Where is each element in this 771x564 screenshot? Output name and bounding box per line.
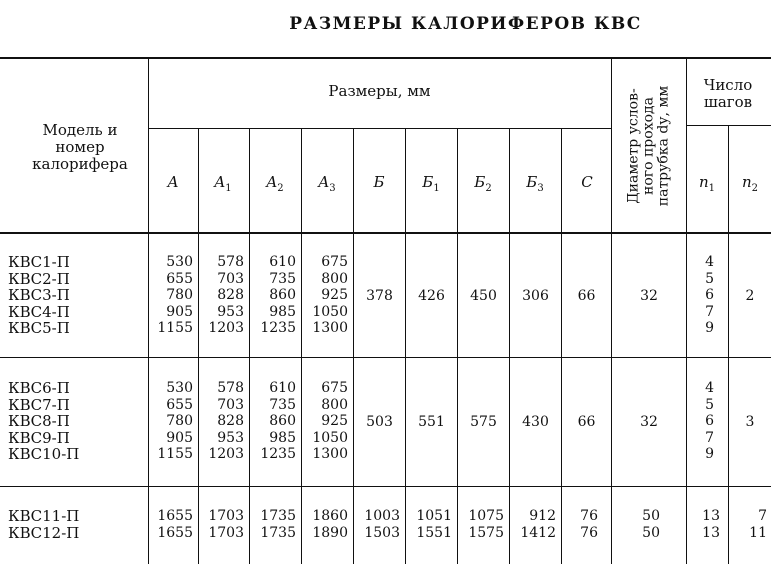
group3-a1: 1703 1703 bbox=[208, 508, 244, 541]
group1-models: КВС1-П КВС2-П КВС3-П КВС4-П КВС5-П bbox=[8, 253, 70, 337]
group2-b2: 575 bbox=[470, 414, 497, 430]
group1-a1: 578 703 828 953 1203 bbox=[208, 254, 244, 336]
col-header-b2: $Б_2$ bbox=[474, 173, 492, 194]
col-header-a1: $A_1$ bbox=[214, 173, 232, 194]
group2-a: 530 655 780 905 1155 bbox=[157, 380, 193, 462]
group3-b: 1003 1503 bbox=[364, 508, 400, 541]
col-rule bbox=[561, 129, 562, 564]
group3-a2: 1735 1735 bbox=[260, 508, 296, 541]
group1-bottom-rule bbox=[0, 357, 771, 358]
group2-models: КВС6-П КВС7-П КВС8-П КВС9-П КВС10-П bbox=[8, 379, 80, 463]
group1-b3: 306 bbox=[522, 288, 549, 304]
group3-c: 76 76 bbox=[580, 508, 598, 541]
col-header-n1: $n_1$ bbox=[698, 173, 716, 194]
group2-b3: 430 bbox=[522, 414, 549, 430]
group3-b2: 1075 1575 bbox=[468, 508, 504, 541]
model-header: Модель и номер калорифера bbox=[32, 121, 128, 173]
group3-b3: 912 1412 bbox=[520, 508, 556, 541]
col-rule bbox=[509, 129, 510, 564]
group2-n1: 4 5 6 7 9 bbox=[705, 380, 714, 462]
col-rule bbox=[457, 129, 458, 564]
top-rule bbox=[0, 57, 771, 59]
group1-c: 66 bbox=[577, 288, 596, 304]
group2-n2: 3 bbox=[745, 414, 755, 430]
group1-a3: 675 800 925 1050 1300 bbox=[312, 254, 348, 336]
col-rule bbox=[198, 129, 199, 564]
col-header-a3: $A_3$ bbox=[318, 173, 336, 194]
page-title: РАЗМЕРЫ КАЛОРИФЕРОВ КВС bbox=[289, 14, 642, 34]
col-rule bbox=[353, 129, 354, 564]
header-bottom-rule bbox=[0, 232, 771, 234]
sizes-header: Размеры, мм bbox=[328, 82, 431, 100]
group2-c: 66 bbox=[577, 414, 596, 430]
group1-a2: 610 735 860 985 1235 bbox=[260, 254, 296, 336]
col-rule bbox=[249, 129, 250, 564]
group3-d: 50 50 bbox=[642, 508, 660, 541]
col-rule bbox=[405, 129, 406, 564]
group2-bottom-rule bbox=[0, 486, 771, 487]
sizes-underline bbox=[148, 128, 611, 129]
group1-n1: 4 5 6 7 9 bbox=[705, 254, 714, 336]
col-rule bbox=[148, 59, 149, 564]
group3-a: 1655 1655 bbox=[157, 508, 193, 541]
group2-d: 32 bbox=[640, 414, 658, 430]
group2-b: 503 bbox=[366, 414, 393, 430]
group2-a2: 610 735 860 985 1235 bbox=[260, 380, 296, 462]
group3-a3: 1860 1890 bbox=[312, 508, 348, 541]
col-header-n2: $n_2$ bbox=[741, 173, 759, 194]
col-rule bbox=[686, 59, 687, 564]
group1-d: 32 bbox=[640, 288, 658, 304]
col-header-a: A bbox=[167, 173, 179, 191]
col-header-b3: $Б_3$ bbox=[526, 173, 544, 194]
group1-n2: 2 bbox=[745, 288, 755, 304]
group1-b2: 450 bbox=[470, 288, 497, 304]
group1-a: 530 655 780 905 1155 bbox=[157, 254, 193, 336]
col-header-b: Б bbox=[373, 173, 385, 191]
steps-header: Число шагов bbox=[703, 76, 753, 111]
group3-n2: 7 11 bbox=[749, 508, 767, 541]
group2-a3: 675 800 925 1050 1300 bbox=[312, 380, 348, 462]
col-header-b1: $Б_1$ bbox=[422, 173, 440, 194]
group2-b1: 551 bbox=[418, 414, 445, 430]
col-header-a2: $A_2$ bbox=[266, 173, 284, 194]
group3-models: КВС11-П КВС12-П bbox=[8, 507, 80, 542]
group1-b1: 426 bbox=[418, 288, 445, 304]
col-rule bbox=[301, 129, 302, 564]
group3-n1: 13 13 bbox=[702, 508, 720, 541]
group2-a1: 578 703 828 953 1203 bbox=[208, 380, 244, 462]
col-header-c: C bbox=[581, 173, 593, 191]
group3-b1: 1051 1551 bbox=[416, 508, 452, 541]
group1-b: 378 bbox=[366, 288, 393, 304]
diameter-header: Диаметр услов- ного прохода патрубка dу, мм bbox=[625, 85, 671, 207]
